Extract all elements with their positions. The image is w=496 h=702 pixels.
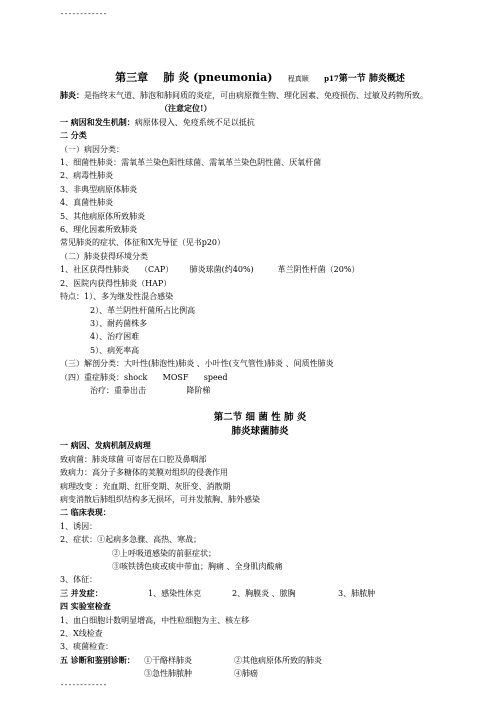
heading-etiology-text: 病原体侵入、免疫系统不足以抵抗 [134, 117, 255, 127]
heading-etiology [60, 116, 460, 129]
top-dashes: ------------ [60, 11, 107, 19]
diagnosis-4: ④肺癌 [234, 669, 258, 679]
heading-diagnosis [60, 654, 460, 667]
cap-pathogen1: 肺炎球菌(约40%) [189, 265, 254, 275]
feature-item: 2）、革兰阴性杆菌所占比例高 [90, 305, 196, 315]
pathology-item: 病变消散后肺组织结构多无损坏，可并发脓胸、肺外感染 [60, 494, 260, 504]
cap-abbr: （CAP） [140, 265, 174, 275]
chapter-number: 第三章 [115, 71, 149, 84]
classification-sub4 [60, 371, 460, 384]
features-label: 特点：1）、多为继发性混合感染 [60, 292, 174, 302]
lab-item: 1、血白细胞计数明显增高，中性粒细胞为主、核左移 [60, 615, 250, 625]
symptom-item: ③咳铁锈色痰或痰中带血；胸痛 、全身肌肉酸痛 [112, 562, 283, 571]
pathology-item: 致病力：高分子多糖体的荚膜对组织的侵袭作用 [60, 468, 228, 478]
classification-note: 常见肺炎的症状、体征和X先导征（见书p20） [60, 238, 225, 248]
chapter-title [60, 70, 460, 87]
lab-item: 3、痰菌检查： [60, 642, 114, 652]
pathology-item: 病理改变 ：充血期、红肝变期、灰肝变、消散期 [60, 481, 231, 491]
severe-pneumonia-label: （四）重症肺炎：shock [60, 372, 148, 382]
bottom-dashes: ------------ [60, 682, 107, 690]
severe-mosf: MOSF [162, 372, 189, 382]
section2-subtitle: 肺炎球菌肺炎 [231, 426, 289, 438]
heading-etiology-label: 一 病因和发生机制： [60, 116, 135, 127]
diagnosis-3: ③急性肺脓肿 [144, 669, 192, 679]
feature-item: 3）、耐药菌株多 [90, 318, 148, 328]
list-item: 5、其他病原体所致肺炎 [60, 211, 146, 221]
page-ref: p17 [324, 74, 339, 83]
diagnosis-2: ②其他病原体所致的肺炎 [234, 655, 322, 665]
symptom-item: ②上呼吸道感染的前驱症状； [112, 548, 216, 558]
severe-speed: speed [203, 372, 228, 382]
heading-complications [60, 587, 460, 600]
definition [60, 89, 460, 102]
cap-pathogen2: 革兰阴性杆菌（20%） [277, 265, 360, 275]
heading-clinical: 二 临床表现： [60, 507, 111, 518]
treatment-line [60, 384, 460, 397]
complication-3: 3、肺脓肿 [338, 588, 376, 598]
author: 程真顺 [287, 75, 309, 83]
classification-sub3: （三）解剖分类：大叶性(肺泡性)肺炎 、小叶性(支气管性)肺炎 、间质性肺炎 [60, 359, 334, 369]
treatment-b: 降阶梯 [186, 385, 211, 395]
document-page [60, 70, 460, 681]
diagnosis-1: ①干酪样肺炎 [144, 655, 192, 665]
treatment-a: 治疗：重拳出击 [90, 385, 146, 395]
clinical-item: 1、诱因： [60, 521, 98, 531]
clinical-item: 2、症状：①起病多急骤、高热、寒战； [60, 535, 202, 545]
cap-name: 1、社区获得性肺炎 [60, 265, 130, 275]
pathology-item: 致病菌：肺炎球菌 可寄居在口腔及鼻咽部 [60, 454, 207, 464]
complication-1: 1、感染性休克 [148, 588, 202, 598]
definition-note: （注意定位!） [160, 103, 212, 114]
heading-pathology: 一 病因、发病机制及病理 [60, 440, 151, 451]
chapter-name: 肺 炎 [163, 71, 190, 84]
chapter-english: (pneumonia) [193, 71, 273, 84]
feature-item: 4）、治疗困难 [90, 332, 140, 342]
list-item: 4、真菌性肺炎 [60, 198, 114, 208]
classification-sub2: （二）肺炎获得环境分类 [60, 251, 148, 261]
definition-text: 是指终末气道、肺泡和肺间质的炎症，可由病原微生物、理化因素、免疫损伤、过敏及药物所致。 [84, 91, 428, 100]
lab-item: 2、X线检查 [60, 629, 103, 639]
diagnosis-label: 五 诊断和鉴别诊断： [60, 654, 135, 665]
section1-title: 第一节 肺炎概述 [338, 74, 405, 84]
hap-line: 2、医院内获得性肺炎（HAP） [60, 278, 172, 288]
cap-line [60, 263, 460, 276]
list-item: 3、非典型病原体肺炎 [60, 184, 138, 194]
definition-label: 肺炎： [60, 90, 84, 100]
complications-label: 三 并发症： [60, 587, 103, 598]
heading-classification: 二 分类 [60, 130, 87, 141]
list-item: 2、病毒性肺炎 [60, 171, 114, 181]
list-item: 6、理化因素所致肺炎 [60, 225, 138, 235]
complication-2: 2、胸膜炎 、脓胸 [232, 588, 296, 598]
section2-title: 第二节 细 菌 性 肺 炎 [213, 412, 307, 424]
clinical-sign: 3、体征： [60, 575, 98, 585]
diagnosis-row2 [60, 667, 460, 680]
feature-item: 5）、病死率高 [90, 345, 140, 355]
heading-lab: 四 实验室检查 [60, 601, 111, 612]
list-item: 1、细菌性肺炎：需氧革兰染色阳性球菌、需氧革兰染色阴性菌、厌氧杆菌 [60, 158, 322, 168]
classification-sub1: （一）病因分类： [60, 144, 124, 154]
